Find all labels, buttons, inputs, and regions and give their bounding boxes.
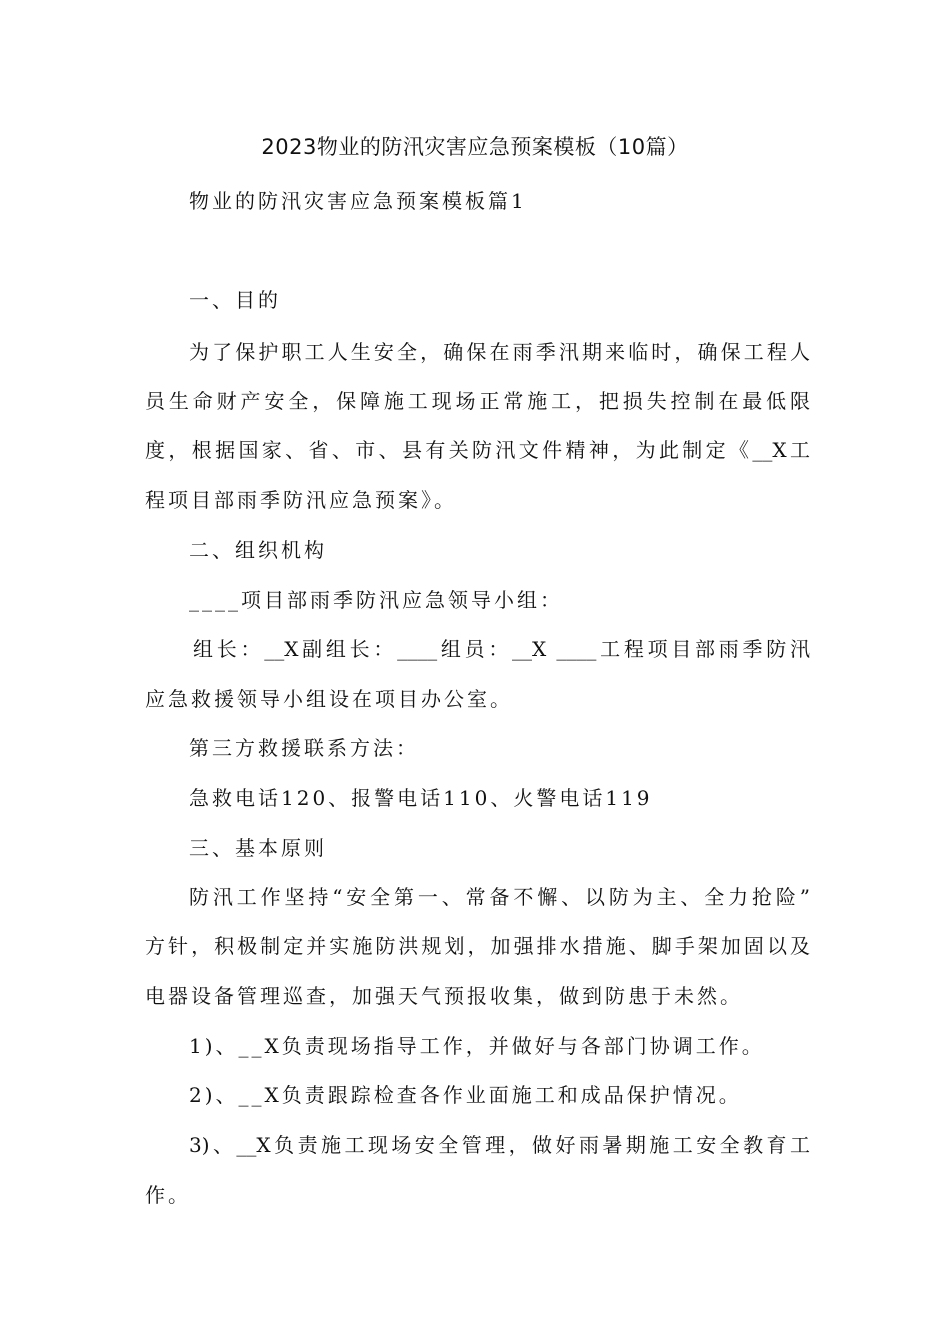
list-item: 2)、__X负责跟踪检查各作业面施工和成品保护情况。 xyxy=(189,1083,742,1107)
list-item: 1)、__X负责现场指导工作，并做好与各部门协调工作。 xyxy=(189,1034,765,1058)
paragraph-line: 防汛工作坚持“安全第一、常备不懈、以防为主、全力抢险” xyxy=(189,885,810,909)
paragraph-line: 电器设备管理巡查，加强天气预报收集，做到防患于未然。 xyxy=(145,984,743,1008)
paragraph-line: 方针，积极制定并实施防洪规划，加强排水措施、脚手架加固以及 xyxy=(145,934,810,958)
paragraph-line: 应急救援领导小组设在项目办公室。 xyxy=(145,687,513,711)
paragraph-line: 急救电话120、报警电话110、火警电话119 xyxy=(189,786,653,810)
paragraph-line: 组长：__X副组长：____组员：__X ____工程项目部雨季防汛 xyxy=(193,637,810,661)
paragraph-line: 度，根据国家、省、市、县有关防汛文件精神，为此制定《__X工 xyxy=(145,438,810,462)
heading-purpose: 一、目的 xyxy=(189,288,281,312)
paragraph-line: 程项目部雨季防汛应急预案》。 xyxy=(145,488,457,512)
list-item-continuation: 作。 xyxy=(145,1183,191,1207)
heading-principles: 三、基本原则 xyxy=(189,836,327,860)
paragraph-line: 第三方救援联系方法： xyxy=(189,736,419,760)
section-subtitle: 物业的防汛灾害应急预案模板篇1 xyxy=(189,189,527,213)
paragraph-line: ____项目部雨季防汛应急领导小组： xyxy=(189,588,563,612)
paragraph-line: 员生命财产安全，保障施工现场正常施工，把损失控制在最低限 xyxy=(145,389,810,413)
list-item: 3)、__X负责施工现场安全管理，做好雨暑期施工安全教育工 xyxy=(189,1133,810,1157)
paragraph-line: 为了保护职工人生安全，确保在雨季汛期来临时，确保工程人 xyxy=(189,340,810,364)
heading-organization: 二、组织机构 xyxy=(189,538,327,562)
document-title: 2023物业的防汛灾害应急预案模板（10篇） xyxy=(261,135,689,159)
